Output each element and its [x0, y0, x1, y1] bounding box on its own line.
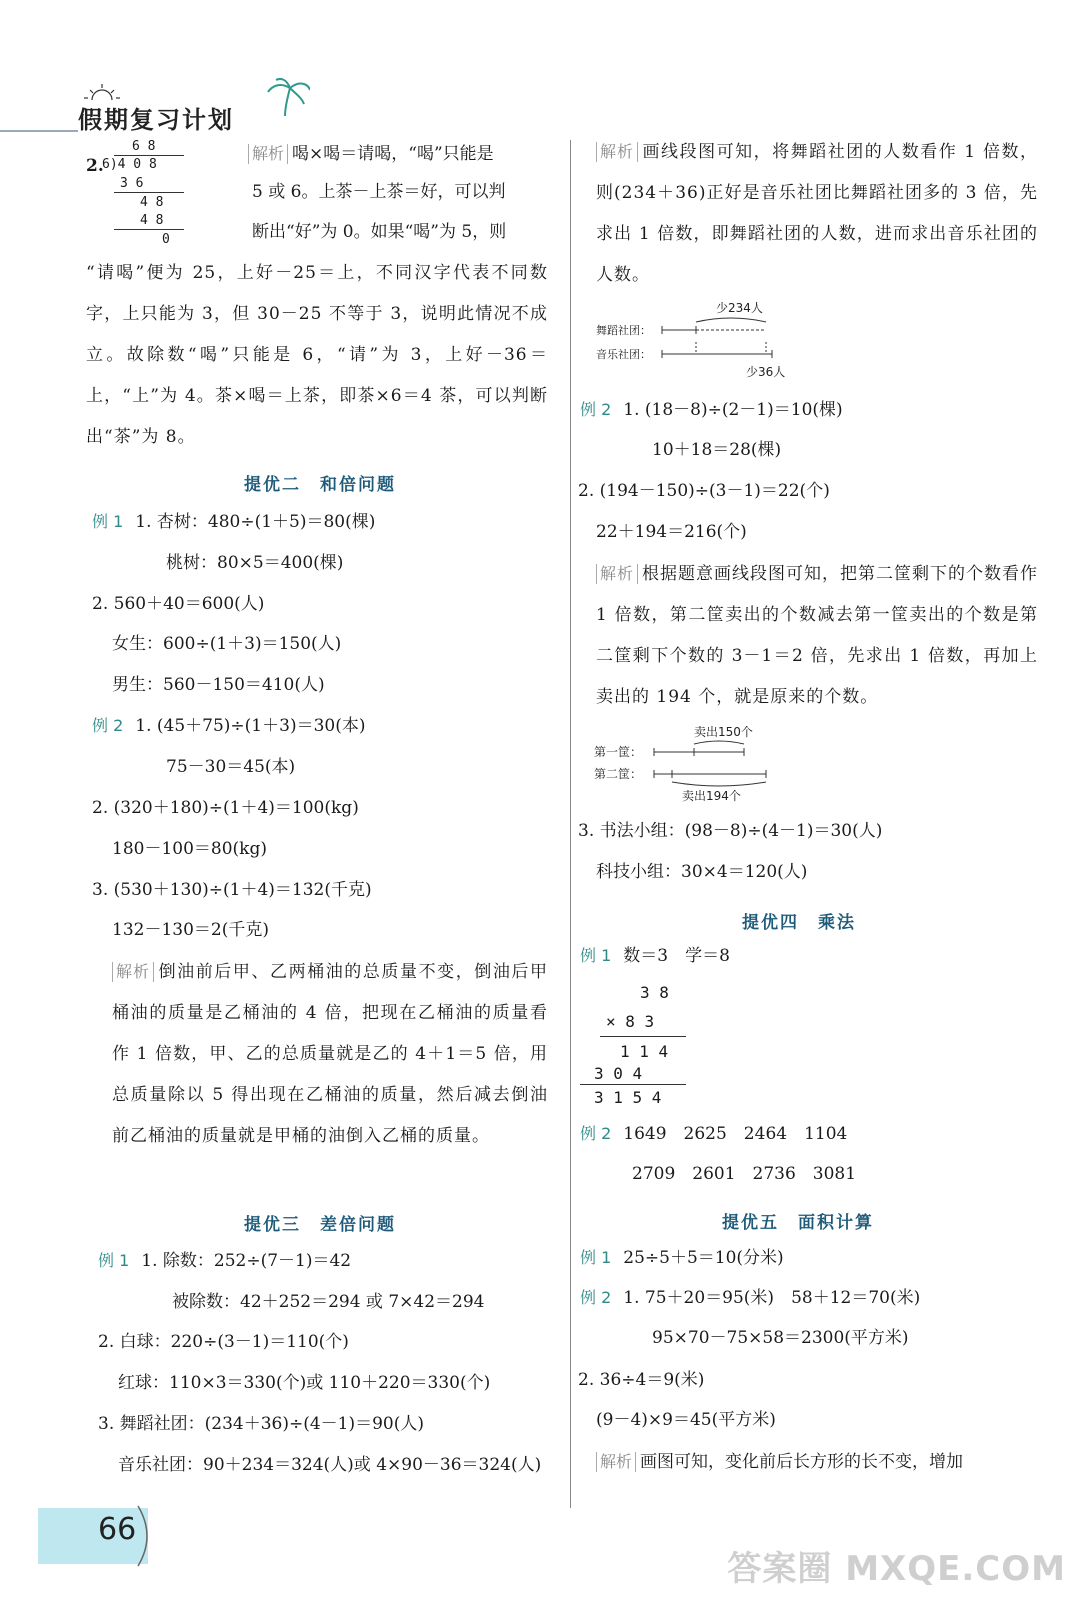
- div-line: 4 8: [140, 195, 164, 210]
- section-title: 提优五 面积计算: [722, 1213, 874, 1233]
- answer-line: 被除数：42＋252＝294 或 7×42＝294: [172, 1292, 485, 1312]
- header-rule: [0, 130, 78, 132]
- answer-line: 3. (530＋130)÷(1＋4)＝132(千克): [92, 880, 372, 900]
- answer-line: 3. 舞蹈社团：(234＋36)÷(4－1)＝90(人): [98, 1414, 425, 1434]
- answer-line: 75－30＝45(本): [166, 757, 296, 777]
- answer-line: 例 1 1. 除数：252÷(7－1)＝42: [98, 1251, 352, 1271]
- jiexi-line: 5 或 6。上茶－上茶＝好，可以判: [252, 182, 506, 202]
- column-divider: [570, 140, 571, 1508]
- div-rule: [114, 192, 184, 193]
- jiexi-paragraph: 解析 倒油前后甲、乙两桶油的总质量不变，倒油后甲桶油的质量是乙桶油的 4 倍，把现在乙桶油的质量看作 1 倍数，甲、乙的总质量就是乙的 4＋1＝5 倍，用总质量除以 5 得出现在乙桶油的质量，然后减去倒油前乙桶油的质量就是甲桶的油倒入乙桶的质量。: [112, 962, 548, 1146]
- line-segment-diagram: [594, 722, 794, 806]
- mult-line: 3 1 5 4: [594, 1088, 662, 1107]
- mult-rule: [580, 1084, 686, 1085]
- line-segment-diagram: [596, 300, 796, 380]
- div-rule: [114, 229, 184, 230]
- mult-rule: [600, 1036, 686, 1037]
- div-line: 6)4 0 8: [102, 157, 157, 172]
- answer-line: 2. (320＋180)÷(1＋4)＝100(kg): [92, 798, 359, 818]
- header-title: 假期复习计划: [78, 106, 234, 134]
- mult-line: 3 0 4: [594, 1064, 643, 1083]
- jiexi-tag: 解析: [248, 144, 288, 164]
- answer-line: 科技小组：30×4＝120(人): [596, 862, 808, 882]
- jiexi-line: 解析 画图可知，变化前后长方形的长不变，增加: [596, 1452, 963, 1472]
- answer-line: 音乐社团：90＋234＝324(人)或 4×90－36＝324(人): [118, 1455, 542, 1475]
- answer-line: 3. 书法小组：(98－8)÷(4－1)＝30(人): [578, 821, 883, 841]
- jiexi-paragraph: 解析 根据题意画线段图可知，把第二筐剩下的个数看作 1 倍数，第二筐卖出的个数减去第一筐卖出的个数是第二筐剩下个数的 3－1＝2 倍，先求出 1 倍数，再加上卖出的 194 个，就是原来的个数。: [596, 564, 1039, 707]
- answer-line: (9－4)×9＝45(平方米): [596, 1410, 776, 1430]
- jiexi-line: 断出“好”为 0。如果“喝”为 5，则: [252, 222, 507, 242]
- diagram-top-label: 卖出150个: [694, 725, 753, 739]
- mult-line: × 8 3: [606, 1012, 655, 1031]
- answer-line: 例 1 25÷5＋5＝10(分米): [580, 1248, 784, 1268]
- answer-line: 红球：110×3＝330(个)或 110＋220＝330(个): [118, 1373, 491, 1393]
- page-number-arc: [136, 1504, 156, 1568]
- division-item-number: 2.: [86, 156, 104, 176]
- answer-line: 2. (194－150)÷(3－1)＝22(个): [578, 481, 830, 501]
- answer-line: 例 2 1. 75＋20＝95(米) 58＋12＝70(米): [580, 1288, 921, 1308]
- answer-line: 2. 白球：220÷(3－1)＝110(个): [98, 1332, 349, 1352]
- answer-line: 例 1 数＝3 学＝8: [580, 946, 730, 966]
- answer-line: 2709 2601 2736 3081: [632, 1164, 857, 1184]
- answer-line: 例 2 1649 2625 2464 1104: [580, 1124, 848, 1144]
- jiexi-paragraph: 解析 画线段图可知，将舞蹈社团的人数看作 1 倍数，则(234＋36)正好是音乐社团比舞蹈社团多的 3 倍，先求出 1 倍数，即舞蹈社团的人数，进而求出音乐社团的人数。: [596, 142, 1038, 285]
- answer-line: 男生：560－150＝410(人): [112, 675, 325, 695]
- answer-line: 2. 560＋40＝600(人): [92, 594, 265, 614]
- watermark: 答案圈 MXQE.COM: [727, 1549, 1066, 1589]
- page-number: 66: [98, 1512, 137, 1547]
- diagram-row1-label: 第一筐：: [594, 745, 643, 759]
- div-line: 4 8: [140, 213, 164, 228]
- answer-line: 95×70－75×58＝2300(平方米): [652, 1328, 909, 1348]
- diagram-row2-label: 第二筐：: [594, 767, 643, 781]
- diagram-row2-label: 音乐社团：: [596, 348, 651, 361]
- section-title: 提优三 差倍问题: [244, 1215, 396, 1235]
- mult-line: 3 8: [640, 983, 669, 1002]
- answer-line: 例 2 1. (45＋75)÷(1＋3)＝30(本): [92, 716, 366, 736]
- diagram-top-label: 少234人: [716, 301, 763, 315]
- answer-line: 132－130＝2(千克): [112, 920, 269, 940]
- answer-line: 例 2 1. (18－8)÷(2－1)＝10(棵): [580, 400, 843, 420]
- mult-line: 1 1 4: [620, 1042, 669, 1061]
- answer-line: 180－100＝80(kg): [112, 839, 267, 859]
- answer-line: 22＋194＝216(个): [596, 522, 747, 542]
- div-rule: [114, 155, 184, 156]
- answer-line: 女生：600÷(1＋3)＝150(人): [112, 634, 342, 654]
- section-title: 提优二 和倍问题: [244, 475, 396, 495]
- div-line: 6 8: [132, 139, 156, 154]
- section-title: 提优四 乘法: [742, 913, 856, 933]
- diagram-bottom-label: 少36人: [746, 365, 786, 379]
- div-line: 3 6: [120, 176, 144, 191]
- answer-line: 2. 36÷4＝9(米): [578, 1370, 705, 1390]
- diagram-bottom-label: 卖出194个: [682, 789, 741, 803]
- div-line: 0: [162, 232, 170, 247]
- answer-line: 10＋18＝28(棵): [652, 440, 782, 460]
- jiexi-line: 解析 喝×喝＝请喝，“喝”只能是: [248, 144, 494, 164]
- jiexi-paragraph: “请喝”便为 25，上好－25＝上，不同汉字代表不同数字，上只能为 3，但 30－25 不等于 3，说明此情况不成立。故除数“喝”只能是 6，“请”为 3，上好－36＝上，“上”为 4。茶×喝＝上茶，即茶×6＝4 茶，可以判断出“茶”为 8。: [86, 263, 548, 447]
- answer-line: 桃树：80×5＝400(棵): [166, 553, 344, 573]
- diagram-row1-label: 舞蹈社团：: [596, 324, 651, 337]
- answer-line: 例 1 1. 杏树：480÷(1＋5)＝80(棵): [92, 512, 376, 532]
